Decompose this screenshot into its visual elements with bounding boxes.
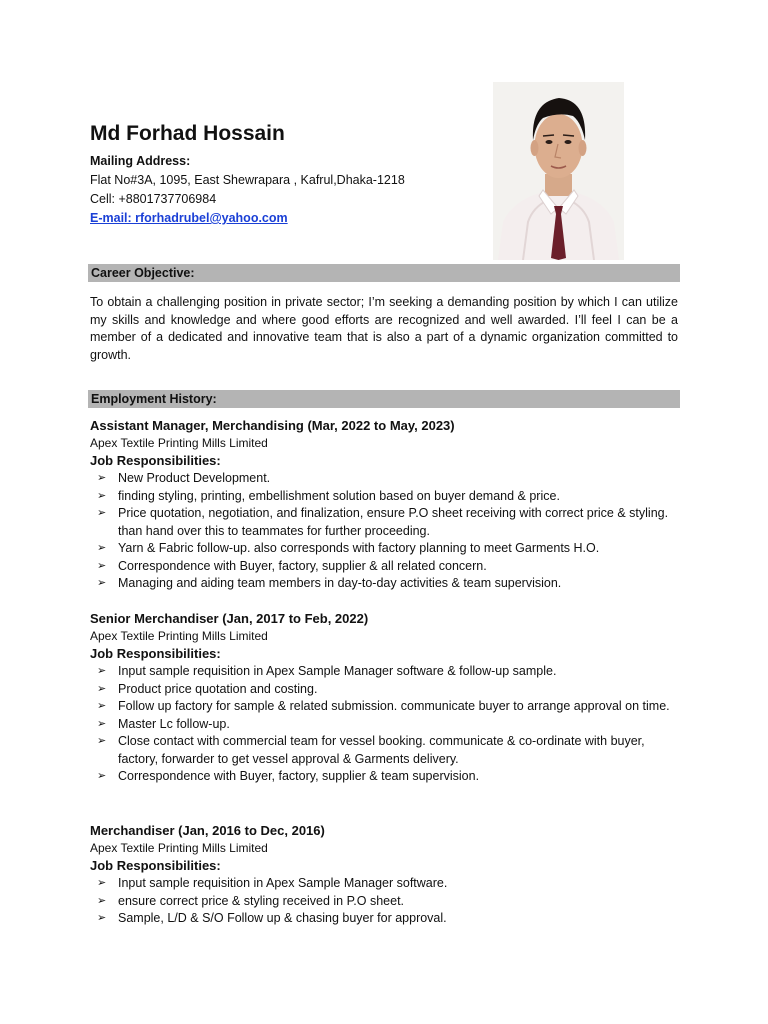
job-entry bbox=[90, 822, 680, 928]
list-item-text: ensure correct price & styling received in P.O sheet. bbox=[118, 893, 405, 908]
list-item bbox=[90, 698, 680, 716]
list-item bbox=[90, 893, 680, 911]
candidate-name: Md Forhad Hossain bbox=[90, 122, 285, 145]
arrow-bullet-icon: ➢ bbox=[97, 770, 107, 782]
profile-photo-image bbox=[493, 82, 624, 260]
arrow-bullet-icon: ➢ bbox=[97, 735, 107, 747]
list-item bbox=[90, 681, 680, 699]
responsibilities-label: Job Responsibilities: bbox=[90, 453, 221, 468]
company-name: Apex Textile Printing Mills Limited bbox=[90, 436, 268, 450]
list-item-text: Yarn & Fabric follow-up. also corresponds with factory planning to meet Garments H.O. bbox=[118, 541, 600, 555]
list-item-text: Master Lc follow-up. bbox=[118, 716, 230, 731]
list-item bbox=[90, 540, 680, 558]
list-item-text: Input sample requisition in Apex Sample Manager software & follow-up sample. bbox=[118, 664, 557, 678]
job-title: Assistant Manager, Merchandising (Mar, 2022 to May, 2023) bbox=[90, 418, 455, 433]
list-item bbox=[90, 768, 680, 786]
job-entry bbox=[90, 417, 680, 593]
career-objective-text: To obtain a challenging position in private sector; I’m seeking a demanding position by which I can utilize my skills and knowledge and where good efforts are recognized and well awarded. I’ll feel I can be a member of a dedicated and innovative team that is also a part of a dynamic organization committed to growth. bbox=[90, 295, 678, 362]
arrow-bullet-icon: ➢ bbox=[97, 559, 107, 572]
arrow-bullet-icon: ➢ bbox=[97, 682, 107, 695]
list-item-text: Correspondence with Buyer, factory, supplier & all related concern. bbox=[118, 558, 487, 573]
list-item-text: Sample, L/D & S/O Follow up & chasing buyer for approval. bbox=[118, 911, 447, 925]
mailing-address-label: Mailing Address: bbox=[90, 154, 191, 168]
list-item-text: Correspondence with Buyer, factory, supplier & team supervision. bbox=[118, 769, 480, 783]
job-entry bbox=[90, 610, 680, 786]
cell-number: Cell: +8801737706984 bbox=[90, 192, 217, 206]
list-item bbox=[90, 505, 680, 540]
list-item bbox=[90, 733, 680, 768]
arrow-bullet-icon: ➢ bbox=[97, 700, 107, 712]
arrow-bullet-icon: ➢ bbox=[97, 489, 107, 502]
responsibilities-label: Job Responsibilities: bbox=[90, 858, 221, 873]
company-name: Apex Textile Printing Mills Limited bbox=[90, 841, 268, 855]
career-objective-heading: Career Objective: bbox=[88, 264, 680, 282]
responsibilities-list bbox=[90, 470, 680, 593]
contact-block bbox=[90, 152, 405, 228]
list-item-text: Input sample requisition in Apex Sample Manager software. bbox=[118, 876, 448, 890]
list-item bbox=[90, 716, 680, 734]
arrow-bullet-icon: ➢ bbox=[97, 577, 107, 589]
list-item bbox=[90, 470, 680, 488]
list-item bbox=[90, 910, 680, 928]
company-name: Apex Textile Printing Mills Limited bbox=[90, 629, 268, 643]
list-item bbox=[90, 663, 680, 681]
list-item-text: Price quotation, negotiation, and finalization, ensure P.O sheet receiving with correct price & styling. than hand over this to teammates for further proceeding. bbox=[118, 506, 669, 538]
list-item-text: Follow up factory for sample & related submission. communicate buyer to arrange approval on time. bbox=[118, 699, 670, 713]
responsibilities-list bbox=[90, 663, 680, 786]
list-item-text: Product price quotation and costing. bbox=[118, 681, 318, 696]
list-item bbox=[90, 875, 680, 893]
job-title: Merchandiser (Jan, 2016 to Dec, 2016) bbox=[90, 823, 325, 838]
arrow-bullet-icon: ➢ bbox=[97, 507, 107, 519]
arrow-bullet-icon: ➢ bbox=[97, 877, 107, 889]
list-item-text: finding styling, printing, embellishment solution based on buyer demand & price. bbox=[118, 488, 560, 503]
list-item bbox=[90, 558, 680, 576]
list-item-text: Managing and aiding team members in day-to-day activities & team supervision. bbox=[118, 576, 562, 590]
list-item-text: Close contact with commercial team for vessel booking. communicate & co-ordinate with buyer, factory, forwarder to get vessel approval & Garments delivery. bbox=[118, 734, 645, 766]
arrow-bullet-icon: ➢ bbox=[97, 717, 107, 730]
email-link[interactable]: E-mail: rforhadrubel@yahoo.com bbox=[90, 211, 288, 225]
mailing-address: Flat No#3A, 1095, East Shewrapara , Kafrul,Dhaka-1218 bbox=[90, 173, 405, 187]
arrow-bullet-icon: ➢ bbox=[97, 912, 107, 924]
list-item bbox=[90, 575, 680, 593]
arrow-bullet-icon: ➢ bbox=[97, 665, 107, 677]
employment-history-heading: Employment History: bbox=[88, 390, 680, 408]
arrow-bullet-icon: ➢ bbox=[97, 894, 107, 907]
arrow-bullet-icon: ➢ bbox=[97, 472, 107, 484]
responsibilities-list bbox=[90, 875, 680, 928]
job-title: Senior Merchandiser (Jan, 2017 to Feb, 2022) bbox=[90, 611, 369, 626]
list-item-text: New Product Development. bbox=[118, 471, 271, 485]
profile-photo bbox=[493, 82, 624, 260]
arrow-bullet-icon: ➢ bbox=[97, 542, 107, 554]
responsibilities-label: Job Responsibilities: bbox=[90, 646, 221, 661]
list-item bbox=[90, 488, 680, 506]
